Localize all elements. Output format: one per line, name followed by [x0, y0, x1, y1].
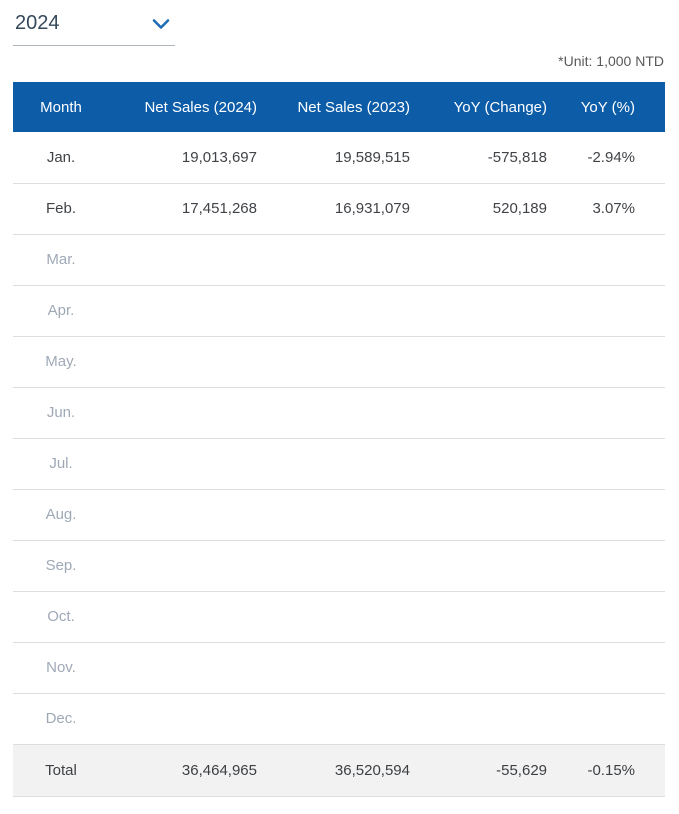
yoy-change-cell: -575,818: [420, 132, 557, 183]
chevron-down-icon: [152, 18, 170, 30]
net-sales-2023-cell: [267, 591, 420, 642]
table-row: [13, 285, 665, 336]
yoy-pct-cell: [557, 285, 665, 336]
column-header-yoy-pct: YoY (%): [557, 82, 665, 132]
yoy-pct-cell: [557, 489, 665, 540]
net-sales-2023-cell: [267, 642, 420, 693]
month-cell: Apr.: [13, 285, 109, 336]
total-row: [13, 744, 665, 796]
column-header-yoy-change: YoY (Change): [420, 82, 557, 132]
column-header-net-sales-2023: Net Sales (2023): [267, 82, 420, 132]
yoy-pct-cell: 3.07%: [557, 183, 665, 234]
yoy-change-cell: [420, 387, 557, 438]
yoy-change-cell: 520,189: [420, 183, 557, 234]
net-sales-2023-cell: [267, 693, 420, 744]
yoy-change-cell: [420, 285, 557, 336]
month-cell: Jun.: [13, 387, 109, 438]
yoy-change-cell: [420, 234, 557, 285]
month-cell: Feb.: [13, 183, 109, 234]
yoy-pct-cell: [557, 540, 665, 591]
net-sales-2024-cell: [109, 693, 267, 744]
net-sales-2023-cell: [267, 387, 420, 438]
yoy-change-cell: [420, 336, 557, 387]
net-sales-2023-cell: [267, 489, 420, 540]
net-sales-2023-cell: [267, 540, 420, 591]
yoy-change-cell: [420, 540, 557, 591]
table-row: [13, 489, 665, 540]
yoy-pct-cell: [557, 591, 665, 642]
column-header-month: Month: [13, 82, 109, 132]
net-sales-2023-cell: [267, 234, 420, 285]
month-cell: Dec.: [13, 693, 109, 744]
total-net-sales-2023-cell: 36,520,594: [267, 744, 420, 796]
net-sales-2024-cell: [109, 285, 267, 336]
net-sales-2023-cell: [267, 285, 420, 336]
total-yoy-change-cell: -55,629: [420, 744, 557, 796]
monthly-sales-table: [13, 82, 665, 797]
net-sales-2024-cell: [109, 591, 267, 642]
month-cell: Nov.: [13, 642, 109, 693]
month-cell: Jul.: [13, 438, 109, 489]
net-sales-2024-cell: 17,451,268: [109, 183, 267, 234]
net-sales-2024-cell: [109, 438, 267, 489]
yoy-change-cell: [420, 438, 557, 489]
yoy-change-cell: [420, 642, 557, 693]
net-sales-2023-cell: 19,589,515: [267, 132, 420, 183]
yoy-pct-cell: [557, 387, 665, 438]
yoy-change-cell: [420, 489, 557, 540]
table-row: [13, 438, 665, 489]
yoy-pct-cell: -2.94%: [557, 132, 665, 183]
yoy-pct-cell: [557, 336, 665, 387]
year-select-value: 2024: [15, 12, 60, 34]
yoy-change-cell: [420, 693, 557, 744]
table-row: [13, 336, 665, 387]
net-sales-2024-cell: [109, 540, 267, 591]
net-sales-2024-cell: [109, 387, 267, 438]
yoy-change-cell: [420, 591, 557, 642]
total-label-cell: Total: [13, 744, 109, 796]
net-sales-2024-cell: [109, 336, 267, 387]
net-sales-2023-cell: [267, 438, 420, 489]
column-header-net-sales-2024: Net Sales (2024): [109, 82, 267, 132]
table-row: [13, 387, 665, 438]
yoy-pct-cell: [557, 234, 665, 285]
month-cell: Aug.: [13, 489, 109, 540]
yoy-pct-cell: [557, 642, 665, 693]
table-row: [13, 693, 665, 744]
total-net-sales-2024-cell: 36,464,965: [109, 744, 267, 796]
net-sales-2023-cell: [267, 336, 420, 387]
year-select[interactable]: [13, 8, 175, 46]
net-sales-2024-cell: 19,013,697: [109, 132, 267, 183]
month-cell: Jan.: [13, 132, 109, 183]
net-sales-2023-cell: 16,931,079: [267, 183, 420, 234]
table-row: [13, 132, 665, 183]
table-row: [13, 183, 665, 234]
net-sales-2024-cell: [109, 489, 267, 540]
net-sales-2024-cell: [109, 234, 267, 285]
table-row: [13, 540, 665, 591]
table-row: [13, 234, 665, 285]
yoy-pct-cell: [557, 693, 665, 744]
table-row: [13, 591, 665, 642]
yoy-pct-cell: [557, 438, 665, 489]
table-row: [13, 642, 665, 693]
month-cell: May.: [13, 336, 109, 387]
month-cell: Mar.: [13, 234, 109, 285]
month-cell: Oct.: [13, 591, 109, 642]
unit-note: *Unit: 1,000 NTD: [558, 53, 664, 69]
total-yoy-pct-cell: -0.15%: [557, 744, 665, 796]
month-cell: Sep.: [13, 540, 109, 591]
net-sales-2024-cell: [109, 642, 267, 693]
table-header-row: [13, 82, 665, 132]
